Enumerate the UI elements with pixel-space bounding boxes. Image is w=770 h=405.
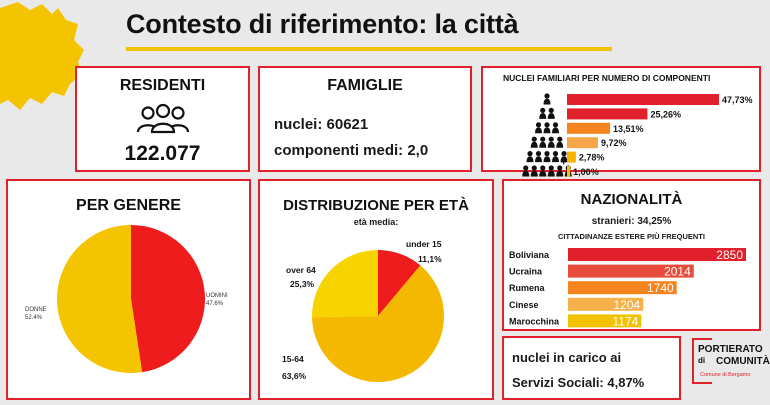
person-icon xyxy=(544,93,551,104)
nazionalita-category: Cinese xyxy=(509,299,539,310)
pie-label-under15: under 15 xyxy=(406,239,442,249)
nuclei-card xyxy=(481,66,761,177)
pie-slice xyxy=(57,225,142,373)
stranieri-label: stranieri: 34,25% xyxy=(591,216,672,227)
nuclei-bar-label: 47,73% xyxy=(722,95,753,105)
logo-line2: di xyxy=(698,356,706,365)
nuclei-bar-label: 13,51% xyxy=(613,123,644,134)
person-icon xyxy=(548,137,555,148)
pie-label-15-64: 15-64 xyxy=(282,354,304,364)
person-icon xyxy=(531,137,538,148)
nuclei-bar xyxy=(567,94,719,105)
nuclei-bar-label: 9,72% xyxy=(600,138,627,149)
person-icon xyxy=(548,165,555,176)
pie-label-donne: DONNE xyxy=(25,307,47,313)
residenti-value: 122.077 xyxy=(124,142,201,165)
person-icon xyxy=(552,122,559,133)
nuclei-bar xyxy=(567,152,576,163)
nazionalita-bar-value: 2850 xyxy=(716,248,743,262)
person-icon xyxy=(535,122,542,133)
eta-title: DISTRIBUZIONE PER ETÀ xyxy=(283,197,469,214)
nuclei-bar-label: 2,78% xyxy=(578,152,605,163)
nazionalita-bar-value: 2014 xyxy=(664,264,691,279)
title-underline xyxy=(126,47,612,51)
famiglie-nuclei: nuclei: 60621 xyxy=(274,116,369,133)
person-icon xyxy=(556,165,563,176)
nuclei-bar xyxy=(567,108,647,119)
nazionalita-bar-value: 1174 xyxy=(612,314,639,329)
page-title: Contesto di riferimento: la città xyxy=(126,9,519,39)
person-icon xyxy=(544,151,551,162)
nuclei-chart xyxy=(483,68,759,177)
pie-slice xyxy=(312,250,378,317)
nazionalita-title: NAZIONALITÀ xyxy=(580,191,683,208)
nazionalita-category: Ucraina xyxy=(509,266,543,277)
nazionalita-bar-value: 1204 xyxy=(613,297,641,312)
nuclei-bar-label: 25,26% xyxy=(650,109,681,120)
pie-value-over64: 25,3% xyxy=(290,279,315,289)
city-map-shape xyxy=(0,0,86,112)
people-group-icon xyxy=(133,104,193,134)
person-icon xyxy=(527,151,534,162)
nazionalita-bar-value: 1740 xyxy=(646,281,674,296)
pie-label-over64: over 64 xyxy=(286,265,316,275)
person-icon xyxy=(548,108,555,119)
nuclei-bar xyxy=(567,166,570,177)
person-icon xyxy=(544,122,551,133)
eta-card xyxy=(258,179,494,400)
genere-pie-chart xyxy=(8,181,249,398)
nazionalita-category: Marocchina xyxy=(509,316,560,327)
pie-value-donne: 52.4% xyxy=(25,315,43,321)
nuclei-chart-title: NUCLEI FAMILIARI PER NUMERO DI COMPONENTI xyxy=(503,73,711,83)
nazionalita-card xyxy=(502,179,761,331)
famiglie-title: FAMIGLIE xyxy=(327,77,403,94)
nuclei-bar xyxy=(567,137,598,148)
nuclei-plus-label: + xyxy=(561,157,567,167)
servizi-line2: Servizi Sociali: 4,87% xyxy=(512,375,645,390)
person-icon xyxy=(522,165,529,176)
pie-value-15-64: 63,6% xyxy=(282,371,307,381)
eta-pie-chart xyxy=(260,181,492,398)
eta-subtitle: età media: xyxy=(353,217,399,227)
logo-line1: PORTIERATO xyxy=(698,344,763,355)
person-icon xyxy=(539,108,546,119)
person-icon xyxy=(539,165,546,176)
logo-line3: COMUNITÀ xyxy=(716,356,770,367)
person-icon xyxy=(552,151,559,162)
person-icon xyxy=(539,137,546,148)
famiglie-componenti: componenti medi: 2,0 xyxy=(274,142,429,159)
cittadinanze-label: CITTADINANZE ESTERE PIÙ FREQUENTI xyxy=(558,232,705,241)
servizi-card xyxy=(502,336,681,400)
nazionalita-category: Boliviana xyxy=(509,250,550,260)
person-icon xyxy=(531,165,538,176)
genere-card xyxy=(6,179,251,400)
nuclei-bar-label: 1,00% xyxy=(573,167,599,177)
person-icon xyxy=(556,137,563,148)
nazionalita-category: Rumena xyxy=(509,283,545,294)
pie-value-under15: 11,1% xyxy=(418,254,442,264)
portierato-logo xyxy=(688,334,770,400)
servizi-line1: nuclei in carico ai xyxy=(512,350,622,365)
pie-value-uomini: 47.6% xyxy=(206,301,224,307)
logo-line4: Comune di Bergamo xyxy=(700,372,751,378)
nuclei-bar xyxy=(567,123,610,134)
famiglie-card xyxy=(258,66,472,172)
pie-label-uomini: UOMINI xyxy=(206,293,228,299)
nazionalita-bar-chart xyxy=(504,181,759,329)
pie-slice xyxy=(131,225,205,372)
person-icon xyxy=(535,151,542,162)
genere-title: PER GENERE xyxy=(76,197,181,214)
residenti-title: RESIDENTI xyxy=(119,77,206,94)
residenti-card xyxy=(75,66,250,172)
